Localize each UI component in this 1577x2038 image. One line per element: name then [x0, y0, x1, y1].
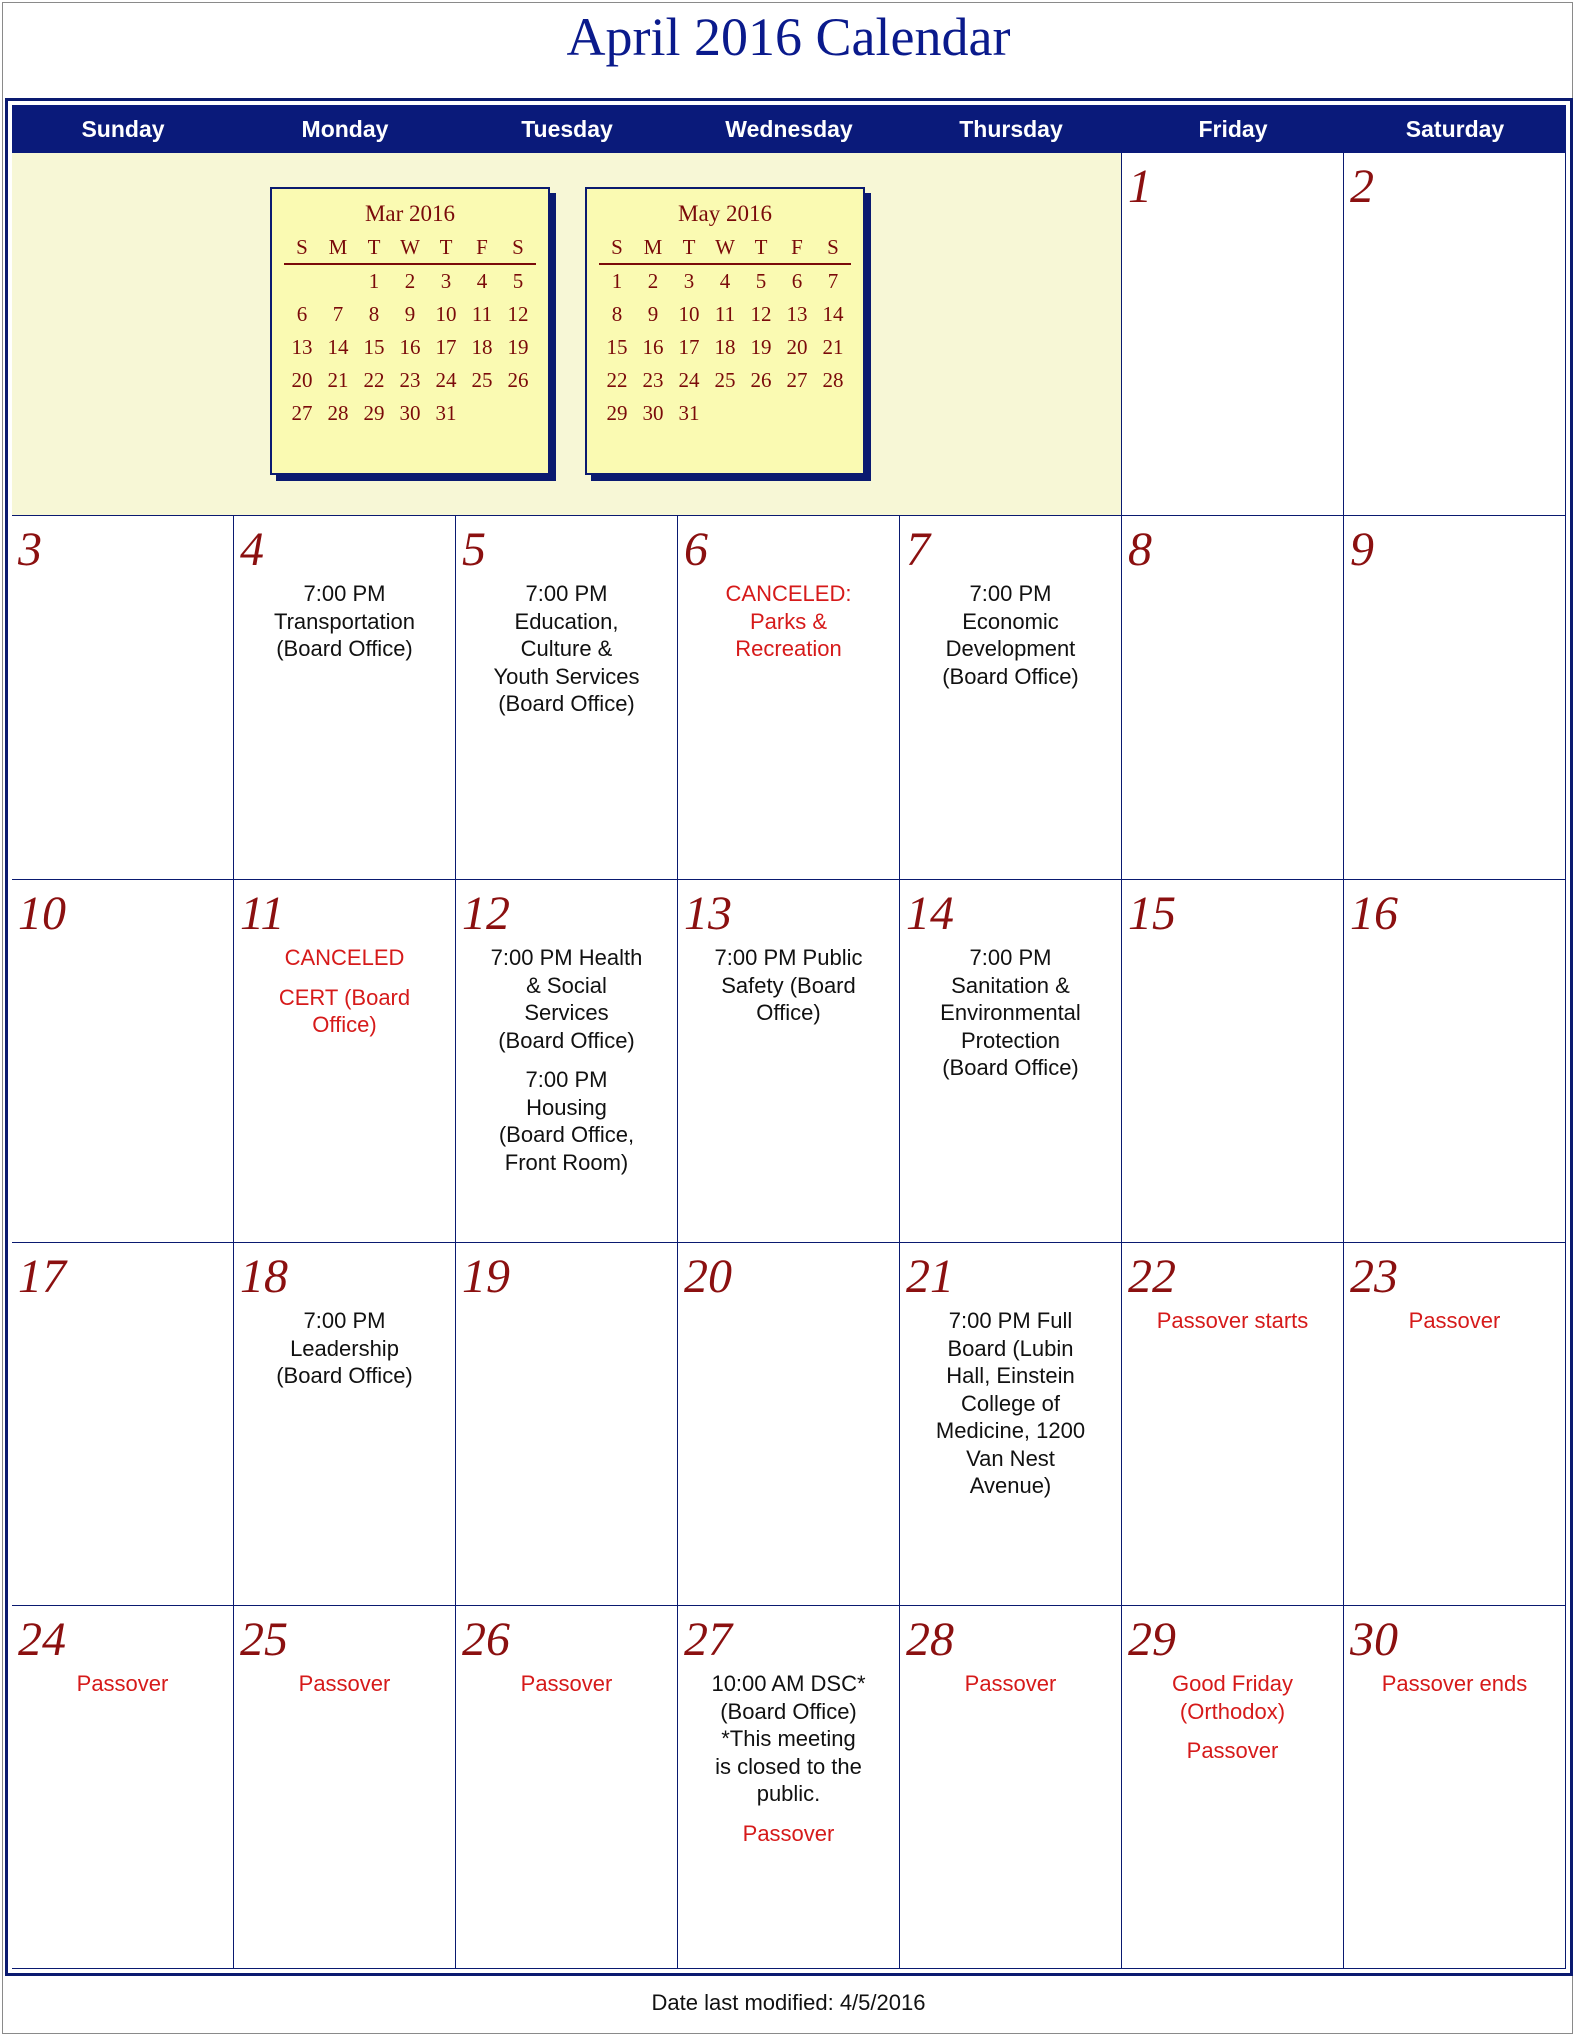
mini-date: [779, 397, 815, 430]
day-events: [456, 1670, 677, 1710]
day-cell-6[interactable]: [678, 516, 900, 880]
mini-weekday-letter: F: [791, 235, 803, 259]
day-number: 14: [906, 887, 954, 940]
day-cell-21[interactable]: [900, 1243, 1122, 1606]
meeting-event: 7:00 PM Leadership (Board Office): [276, 1308, 413, 1388]
day-number: 12: [462, 887, 510, 940]
mini-date: [320, 265, 356, 298]
mini-date: 2: [404, 269, 416, 293]
day-number: 5: [462, 523, 486, 576]
mini-date: 9: [647, 302, 659, 326]
day-events: [456, 944, 677, 1188]
day-cell-25[interactable]: [234, 1606, 456, 1969]
mini-date: 7: [827, 269, 839, 293]
holiday-or-canceled-note: Passover: [1408, 1308, 1501, 1333]
mini-date: 10: [678, 302, 700, 326]
mini-date: 30: [642, 401, 664, 425]
weekday-monday: Monday: [301, 116, 389, 142]
meeting-event: 7:00 PM Education, Culture & Youth Services (Board Office): [493, 581, 640, 716]
mini-calendar-title: May 2016: [678, 201, 772, 226]
mini-date: 3: [440, 269, 452, 293]
mini-date: 20: [786, 335, 808, 359]
day-cell-28[interactable]: [900, 1606, 1122, 1969]
mini-calendar-week-row: [599, 265, 851, 298]
day-cell-29[interactable]: [1122, 1606, 1344, 1969]
last-modified-footer: Date last modified: 4/5/2016: [651, 1990, 926, 2015]
day-events: [900, 1670, 1121, 1710]
mini-date: [815, 397, 851, 430]
mini-date: 8: [611, 302, 623, 326]
mini-date: 29: [363, 401, 385, 425]
day-events: [234, 944, 455, 1051]
mini-date: 27: [291, 401, 313, 425]
day-cell-24[interactable]: [12, 1606, 234, 1969]
day-events: [678, 944, 899, 1039]
meeting-event: 7:00 PM Sanitation & Environmental Protection (Board Office): [940, 945, 1081, 1080]
day-events: [900, 944, 1121, 1094]
mini-date: 1: [368, 269, 380, 293]
mini-calendar-week-row: [599, 331, 851, 364]
day-events: [900, 1307, 1121, 1512]
day-cell-16[interactable]: [1344, 880, 1566, 1243]
mini-date: 1: [611, 269, 623, 293]
day-cell-14[interactable]: [900, 880, 1122, 1243]
month-calendar: [5, 98, 1573, 1976]
mini-date: 4: [719, 269, 731, 293]
day-number: 30: [1350, 1613, 1398, 1666]
day-number: 28: [906, 1613, 954, 1666]
mini-date: 24: [435, 368, 457, 392]
holiday-or-canceled-note: Passover ends: [1381, 1671, 1528, 1696]
mini-date: 29: [606, 401, 628, 425]
mini-weekday-letter: W: [715, 235, 735, 259]
mini-date: 6: [296, 302, 308, 326]
mini-weekday-letter: W: [400, 235, 420, 259]
mini-date: 5: [512, 269, 524, 293]
day-cell-18[interactable]: [234, 1243, 456, 1606]
holiday-or-canceled-note: Passover: [742, 1820, 835, 1846]
day-number: 15: [1128, 887, 1176, 940]
day-events: [234, 580, 455, 675]
day-number: 1: [1128, 160, 1152, 213]
day-cell-3[interactable]: [12, 516, 234, 880]
day-cell-22[interactable]: [1122, 1243, 1344, 1606]
mini-date: [284, 265, 320, 298]
mini-date: 15: [606, 335, 628, 359]
mini-date: 28: [822, 368, 844, 392]
weekday-friday: Friday: [1198, 116, 1268, 142]
mini-date: 13: [786, 302, 808, 326]
mini-date: 23: [399, 368, 421, 392]
mini-date: 21: [327, 368, 349, 392]
day-events: [678, 1670, 899, 1859]
day-events: [1344, 1670, 1565, 1710]
mini-date: 22: [363, 368, 385, 392]
day-events: [234, 1307, 455, 1402]
day-number: 10: [18, 887, 66, 940]
mini-date: 5: [755, 269, 767, 293]
mini-date: 18: [714, 335, 736, 359]
mini-date: [500, 397, 536, 430]
day-cell-19[interactable]: [456, 1243, 678, 1606]
meeting-event: 10:00 AM DSC* (Board Office) *This meeting is closed to the public.: [711, 1671, 866, 1806]
mini-date: 25: [471, 368, 493, 392]
mini-date: 12: [507, 302, 529, 326]
meeting-event: 7:00 PM Economic Development (Board Office): [942, 581, 1079, 689]
day-number: 25: [240, 1613, 288, 1666]
meeting-event: 7:00 PM Transportation (Board Office): [273, 581, 416, 661]
weekday-thursday: Thursday: [959, 116, 1063, 142]
mini-weekday-letter: T: [439, 235, 453, 259]
holiday-or-canceled-note: Passover: [964, 1671, 1057, 1696]
mini-date: 6: [791, 269, 803, 293]
weekday-header: [12, 105, 1566, 153]
mini-date: 9: [404, 302, 416, 326]
holiday-or-canceled-note: Passover: [520, 1671, 613, 1696]
day-number: 17: [18, 1250, 66, 1303]
day-number: 20: [684, 1250, 732, 1303]
mini-date: 21: [822, 335, 844, 359]
mini-date: 30: [399, 401, 421, 425]
meeting-event: 7:00 PM Housing (Board Office, Front Room): [498, 1067, 635, 1175]
calendar-title: April 2016 Calendar: [566, 7, 1011, 67]
mini-calendar-weekday-row: [284, 233, 536, 265]
mini-date: 25: [714, 368, 736, 392]
mini-date: 17: [678, 335, 700, 359]
day-number: 23: [1350, 1250, 1398, 1303]
day-number: 4: [240, 523, 264, 576]
day-number: 2: [1350, 160, 1374, 213]
mini-date: 24: [678, 368, 700, 392]
mini-weekday-letter: S: [512, 235, 524, 259]
day-number: 22: [1128, 1250, 1176, 1303]
day-events: [456, 580, 677, 730]
day-cell-30[interactable]: [1344, 1606, 1566, 1969]
holiday-or-canceled-note: Passover: [1186, 1738, 1279, 1763]
mini-date: 12: [750, 302, 772, 326]
mini-date: 20: [291, 368, 313, 392]
meeting-event: 7:00 PM Public Safety (Board Office): [714, 945, 863, 1025]
day-events: [1344, 1307, 1565, 1347]
mini-calendar-week-row: [284, 265, 536, 298]
day-cell-9[interactable]: [1344, 516, 1566, 880]
meeting-event: 7:00 PM Full Board (Lubin Hall, Einstein College of Medicine, 1200 Van Nest Avenue): [935, 1308, 1086, 1498]
day-number: 19: [462, 1250, 510, 1303]
day-number: 8: [1128, 523, 1152, 576]
mini-date: 14: [822, 302, 844, 326]
day-events: [1122, 1670, 1343, 1777]
mini-weekday-letter: F: [476, 235, 488, 259]
day-cell-8[interactable]: [1122, 516, 1344, 880]
mini-weekday-letter: M: [328, 235, 348, 259]
mini-date: 8: [368, 302, 380, 326]
holiday-or-canceled-note: Good Friday (Orthodox): [1171, 1671, 1294, 1724]
mini-calendar-weekday-row: [599, 233, 851, 265]
day-events: [678, 580, 899, 675]
mini-date: 27: [786, 368, 808, 392]
holiday-or-canceled-note: CANCELED: [284, 945, 405, 970]
mini-weekday-letter: S: [296, 235, 308, 259]
mini-date: 11: [714, 302, 736, 326]
day-number: 18: [240, 1250, 288, 1303]
day-events: [234, 1670, 455, 1710]
mini-date: [464, 397, 500, 430]
mini-date: 14: [327, 335, 349, 359]
mini-date: 31: [678, 401, 700, 425]
day-cell-27[interactable]: [678, 1606, 900, 1969]
day-number: 7: [906, 523, 930, 576]
day-cell-11[interactable]: [234, 880, 456, 1243]
day-number: 26: [462, 1613, 510, 1666]
day-number: 11: [240, 887, 285, 940]
mini-date: 7: [332, 302, 344, 326]
mini-calendar-week-row: [599, 364, 851, 397]
holiday-or-canceled-note: Passover: [298, 1671, 391, 1696]
mini-weekday-letter: T: [754, 235, 768, 259]
mini-date: 19: [750, 335, 772, 359]
mini-weekday-letter: T: [367, 235, 381, 259]
day-number: 13: [684, 887, 732, 940]
mini-weekday-letter: T: [682, 235, 696, 259]
mini-calendar-week-row: [284, 298, 536, 331]
mini-calendar-week-row: [284, 331, 536, 364]
weekday-tuesday: Tuesday: [521, 116, 613, 142]
holiday-or-canceled-note: CANCELED: Parks & Recreation: [725, 581, 852, 661]
calendar-grid: [12, 153, 1566, 1969]
day-cell-26[interactable]: [456, 1606, 678, 1969]
day-cell-13[interactable]: [678, 880, 900, 1243]
meeting-event: 7:00 PM Health & Social Services (Board Office): [490, 945, 643, 1053]
mini-calendars-area: [12, 153, 1122, 516]
day-number: 24: [18, 1613, 66, 1666]
day-cell-15[interactable]: [1122, 880, 1344, 1243]
weekday-saturday: Saturday: [1405, 116, 1505, 142]
mini-date: 16: [399, 335, 421, 359]
day-number: 21: [906, 1250, 954, 1303]
mini-date: 26: [507, 368, 529, 392]
mini-date: 23: [642, 368, 664, 392]
day-events: [1122, 1307, 1343, 1347]
day-cell-20[interactable]: [678, 1243, 900, 1606]
day-cell-12[interactable]: [456, 880, 678, 1243]
holiday-or-canceled-note: Passover: [76, 1671, 169, 1696]
day-number: 16: [1350, 887, 1398, 940]
mini-calendar-mar-2016: [270, 187, 550, 475]
mini-date: 22: [606, 368, 628, 392]
mini-date: 13: [291, 335, 313, 359]
mini-date: 31: [435, 401, 457, 425]
mini-date: 17: [435, 335, 457, 359]
day-cell-17[interactable]: [12, 1243, 234, 1606]
mini-weekday-letter: S: [827, 235, 839, 259]
mini-date: 3: [683, 269, 695, 293]
day-cell-1[interactable]: [1122, 153, 1344, 516]
day-number: 6: [684, 523, 708, 576]
day-number: 9: [1350, 523, 1374, 576]
mini-calendar-may-2016: [585, 187, 865, 475]
day-number: 29: [1128, 1613, 1176, 1666]
mini-date: [743, 397, 779, 430]
day-number: 3: [18, 523, 42, 576]
day-cell-10[interactable]: [12, 880, 234, 1243]
mini-date: 11: [471, 302, 493, 326]
mini-date: 15: [363, 335, 385, 359]
day-events: [12, 1670, 233, 1710]
weekday-wednesday: Wednesday: [725, 116, 853, 142]
mini-weekday-letter: S: [611, 235, 623, 259]
holiday-or-canceled-note: CERT (Board Office): [278, 984, 411, 1037]
day-cell-5[interactable]: [456, 516, 678, 880]
day-cell-2[interactable]: [1344, 153, 1566, 516]
mini-calendar-week-row: [284, 364, 536, 397]
mini-date: 4: [476, 269, 488, 293]
mini-date: 10: [435, 302, 457, 326]
day-events: [900, 580, 1121, 702]
mini-calendar-week-row: [599, 397, 851, 430]
weekday-sunday: Sunday: [81, 116, 165, 142]
mini-weekday-letter: M: [643, 235, 663, 259]
mini-date: 16: [642, 335, 664, 359]
mini-date: 2: [647, 269, 659, 293]
mini-date: 18: [471, 335, 493, 359]
mini-date: [707, 397, 743, 430]
mini-date: 28: [327, 401, 349, 425]
day-cell-7[interactable]: [900, 516, 1122, 880]
mini-date: 26: [750, 368, 772, 392]
mini-calendar-title: Mar 2016: [364, 201, 456, 226]
day-number: 27: [684, 1613, 732, 1666]
mini-date: 19: [507, 335, 529, 359]
mini-calendar-week-row: [599, 298, 851, 331]
holiday-or-canceled-note: Passover starts: [1156, 1308, 1309, 1333]
day-cell-23[interactable]: [1344, 1243, 1566, 1606]
mini-calendar-week-row: [284, 397, 536, 430]
day-cell-4[interactable]: [234, 516, 456, 880]
